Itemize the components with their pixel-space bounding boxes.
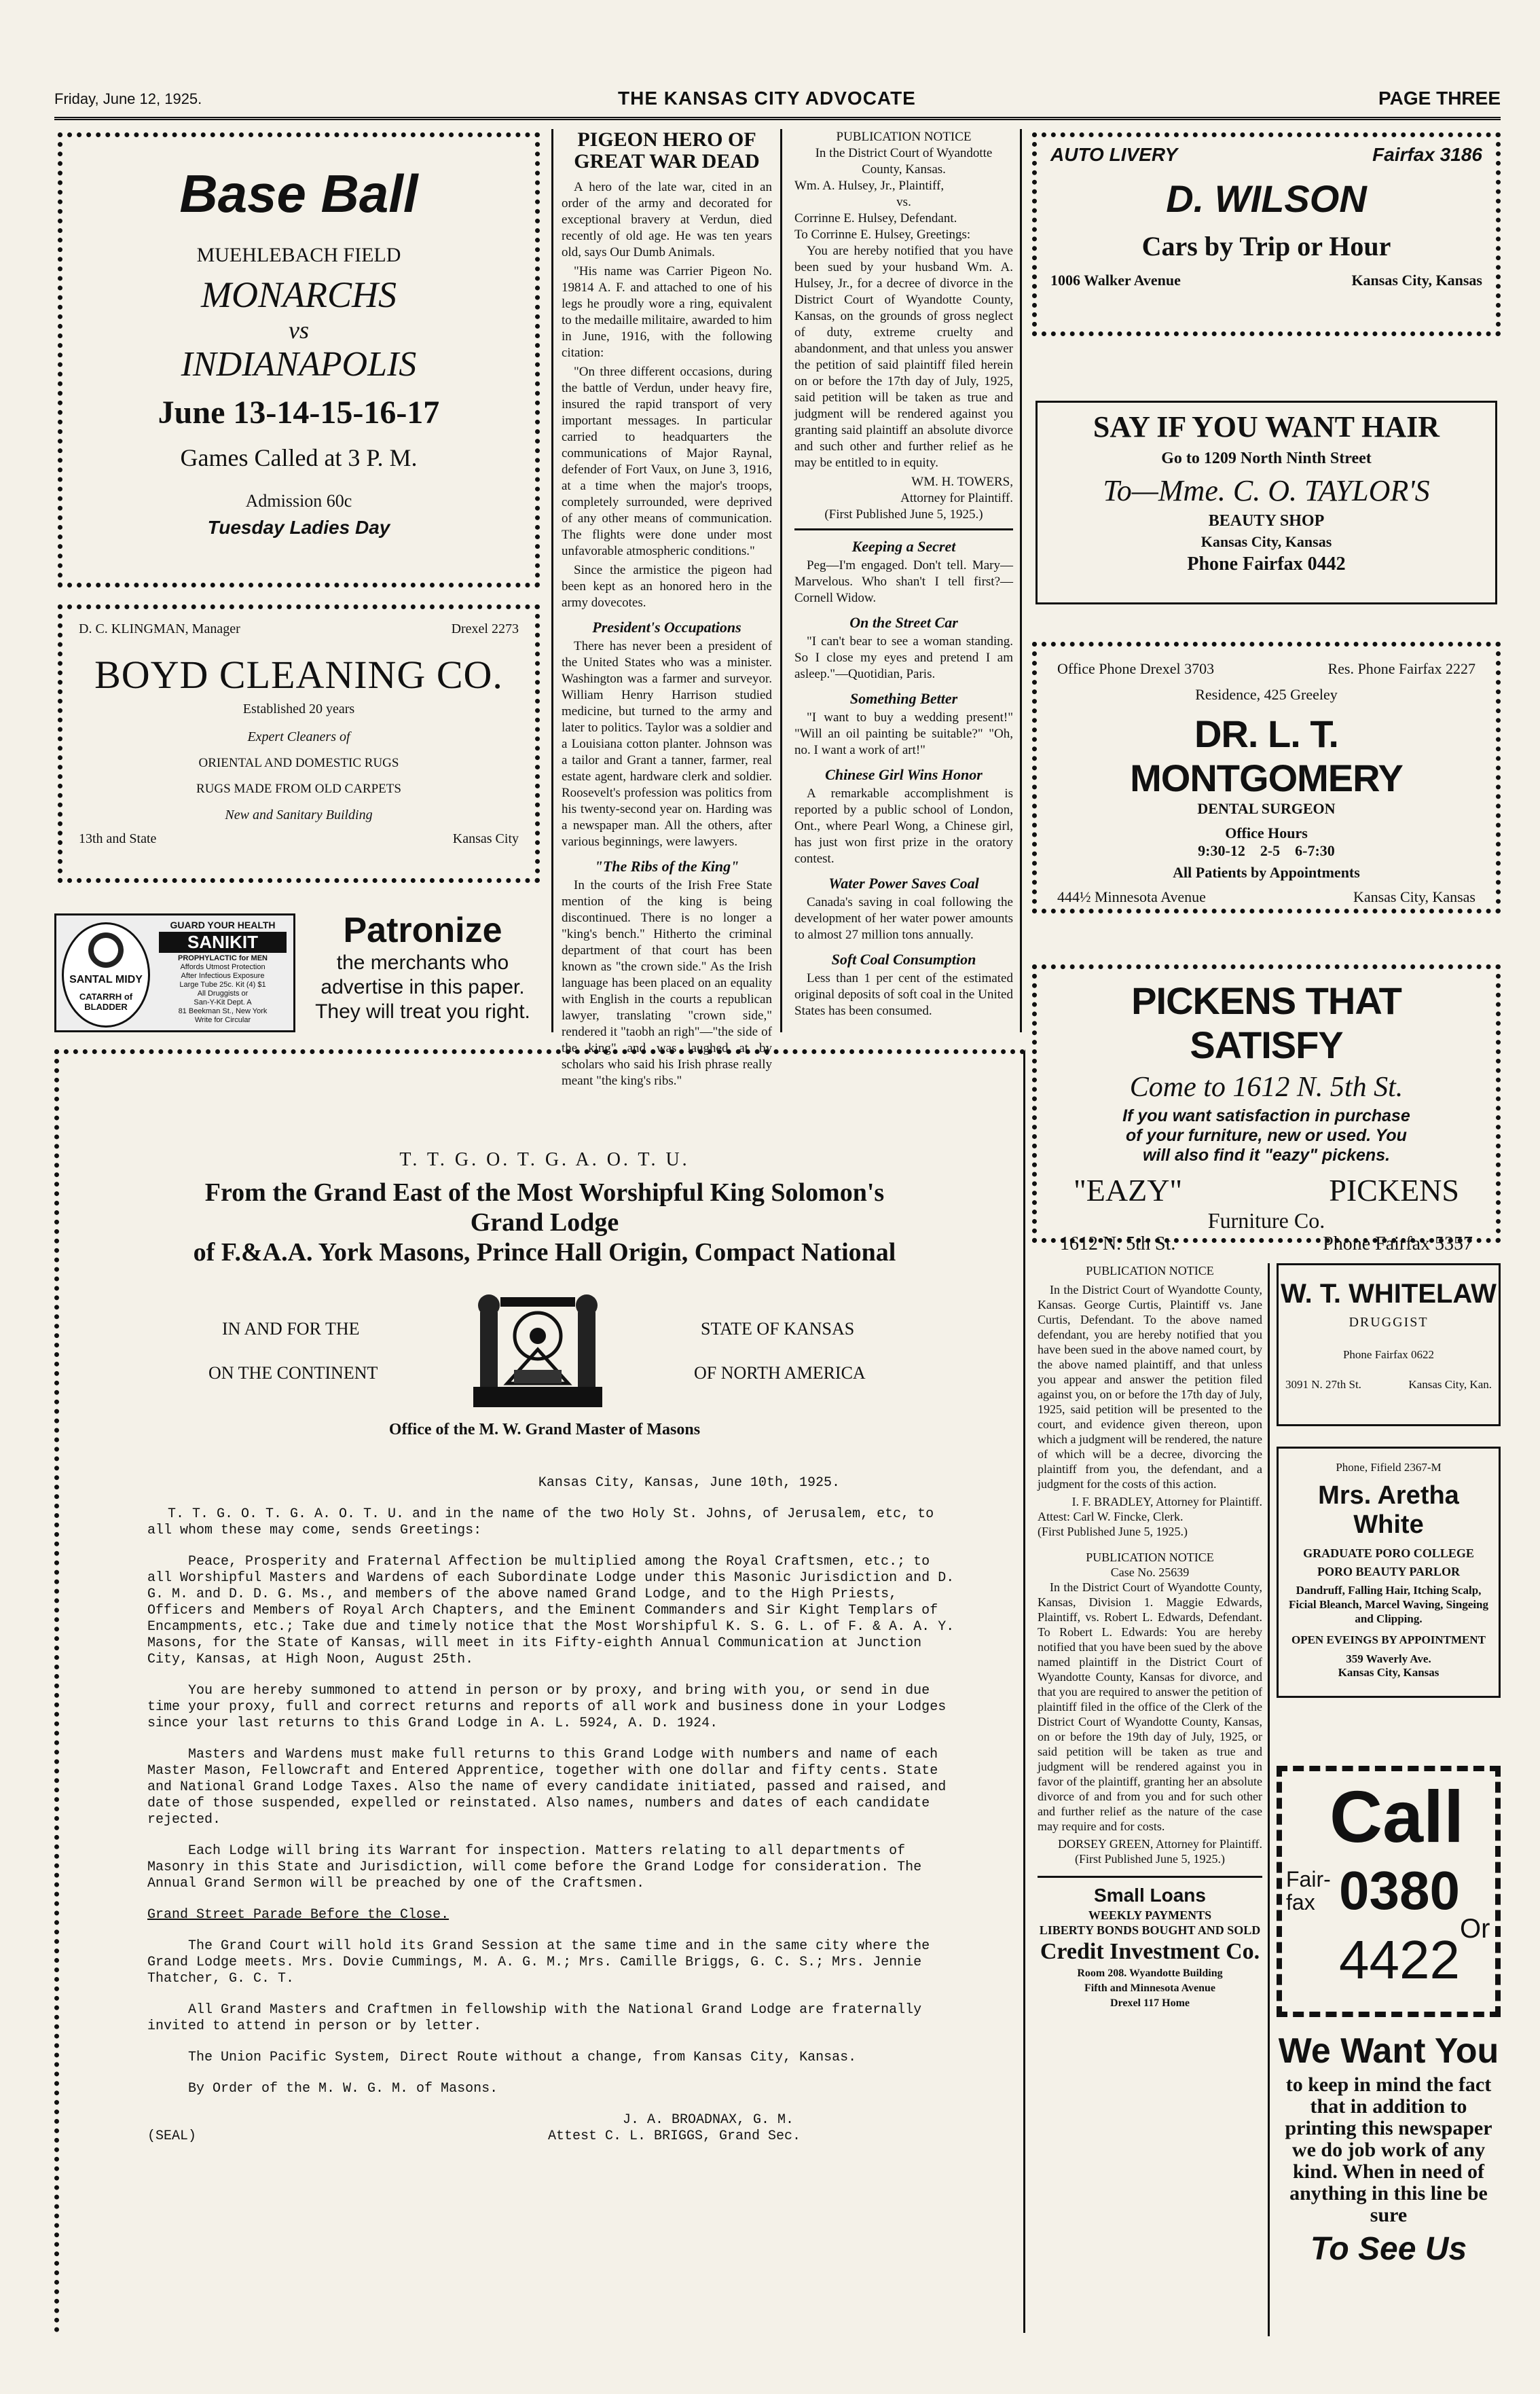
boyd-name: BOYD CLEANING CO. xyxy=(94,653,503,697)
santal-line8: Write for Circular xyxy=(194,1016,251,1024)
white-evenings: OPEN EVEINGS BY APPOINTMENT xyxy=(1291,1633,1486,1646)
lodge-left-1: IN AND FOR THE xyxy=(222,1319,360,1339)
lodge-para-10: By Order of the M. W. G. M. of Masons. xyxy=(188,2081,498,2097)
santal-seal-top: SANTAL MIDY xyxy=(69,974,143,985)
hair-city: Kansas City, Kansas xyxy=(1200,533,1332,550)
joke-title-3: Something Better xyxy=(849,690,958,707)
pickens-line1: If you want satisfaction in purchase xyxy=(1122,1106,1410,1125)
boyd-phone: Drexel 2273 xyxy=(451,621,519,636)
pub1-court: In the District Court of Wyandotte County, Kansas. xyxy=(815,146,993,177)
pub1-plaintiff: Wm. A. Hulsey, Jr., Plaintiff, xyxy=(794,179,945,193)
call-ad xyxy=(1277,1766,1501,2017)
lodge-para-7: The Grand Court will hold its Grand Session at the same time and in the same city where the Grand Lodge meets. Mrs. Dovie Cummings, M. A. G. M.; Mrs. Camille Briggs, G. C. S.; Mrs. Jennie Thatcher, G. C. T. xyxy=(147,1938,930,1987)
joke-text-5: Canada's saving in coal following the development of her water power amounts to almost 27 million tons annually. xyxy=(794,895,1013,942)
pub1-body: You are hereby notified that you have been sued by your husband Wm. A. Hulsey, Jr., for a decree of divorce in the District Court of Wyandotte County, Kansas, on the grounds of gross neglect of duty, extreme cruelty and abandonment, and that unless you answer the petition of said plaintiff filed herein on or before the 17th day of July, 1925, said petition will be taken as true and judgment will be rendered against you granting said plaintiff an absolute divorce and such other and further relief as he may be entitled to in equity. xyxy=(794,244,1013,470)
boyd-expert: Expert Cleaners of xyxy=(247,729,350,744)
pigeon-para-1: A hero of the late war, cited in an order of the army and decorated for exceptional bravery at Verdun, died recently of old age. He was ten years old, says Our Dumb Animals. xyxy=(562,180,772,259)
masthead-date: Friday, June 12, 1925. xyxy=(54,90,202,107)
pickens-furniture: Furniture Co. xyxy=(1207,1208,1325,1233)
lodge-para-6: Grand Street Parade Before the Close. xyxy=(147,1907,450,1923)
wewant-text: to keep in mind the fact that in addition to printing this newspaper we do job work of any kind. When in need of anything in this line be sure xyxy=(1285,2073,1492,2226)
pickens-line2: of your furniture, new or used. You xyxy=(1126,1126,1407,1145)
lodge-para-1: T. T. G. O. T. G. A. O. T. U. and in the name of the two Holy St. Johns, of Jerusalem, etc, to all whom these may come, sends Greetings: xyxy=(147,1506,934,1538)
pickens-come: Come to 1612 N. 5th St. xyxy=(1129,1072,1404,1103)
lodge-proclamation xyxy=(54,1049,1025,2333)
loans-title: Small Loans xyxy=(1094,1885,1206,1906)
president-title: President's Occupations xyxy=(592,619,741,636)
boyd-city: Kansas City xyxy=(452,831,519,846)
white-ad xyxy=(1277,1447,1501,1698)
joke-text-2: "I can't bear to see a woman standing. So I close my eyes and pretend I am asleep."—Quotidian, Paris. xyxy=(794,634,1013,681)
pub1-title: PUBLICATION NOTICE xyxy=(836,130,972,144)
pub1-sign2: Attorney for Plaintiff. xyxy=(900,491,1013,505)
loans-phone: Drexel 117 Home xyxy=(1110,1997,1190,2009)
pigeon-para-3: "On three different occasions, during the battle of Verdun, under heavy fire, insured the rapid transport of very important messages. In particular carried to headquarters the communications of Major Raynal, defender of Fort Vaux, on June 3, 1916, at a time when the major's troops, completely surrounded, were deprived of any other means of communication. The flights were done under most unfavorable atmospheric conditions." xyxy=(562,365,772,558)
lodge-head2: Grand Lodge xyxy=(470,1208,619,1237)
pigeon-title: PIGEON HERO OF GREAT WAR DEAD xyxy=(574,128,760,173)
lodge-para-3: You are hereby summoned to attend in person or by proxy, and bring with you, or send in due time your proxy, full and correct returns and reports of all work and business done in your Lodges since your last returns to this Grand Lodge in A. L. 5924, A. D. 1924. xyxy=(147,1683,947,1731)
notice-column xyxy=(788,129,1022,1032)
lodge-sig1: J. A. BROADNAX, G. M. xyxy=(623,2112,794,2128)
ribs-text: In the courts of the Irish Free State mention of the king is being discontinued. There is no longer a "king's bench." Hitherto the criminal department of that court has been known as "the crown side." As the Irish language has been placed on an equality with English in the courts a republican lawyer, translating "crown side," rendered it "taobh an righ"—"the side of the king" and was laughed at by scholars who said his Irish phrase really meant "the king's ribs." xyxy=(562,878,772,1088)
white-address: 359 Waverly Ave. xyxy=(1346,1652,1431,1665)
baseball-time: Games Called at 3 P. M. xyxy=(180,444,418,471)
livery-name: D. WILSON xyxy=(1166,177,1367,220)
santal-line7: 81 Beekman St., New York xyxy=(178,1007,268,1015)
baseball-field: MUEHLEBACH FIELD xyxy=(196,244,401,266)
boyd-established: Established 20 years xyxy=(242,702,355,717)
joke-text-6: Less than 1 per cent of the estimated original deposits of soft coal in the United States has been consumed. xyxy=(794,971,1013,1018)
boyd-rugs1: ORIENTAL AND DOMESTIC RUGS xyxy=(198,756,399,770)
call-num1: 0380 xyxy=(1339,1860,1460,1921)
baseball-title: Base Ball xyxy=(179,164,418,223)
santal-line6: San-Y-Kit Dept. A xyxy=(194,998,252,1006)
baseball-ad xyxy=(58,132,540,587)
news-column xyxy=(551,128,782,1088)
lodge-right-1: STATE OF KANSAS xyxy=(701,1319,855,1339)
pub1-vs: vs. xyxy=(896,195,911,209)
white-college: GRADUATE PORO COLLEGE xyxy=(1303,1546,1474,1560)
loans-weekly: WEEKLY PAYMENTS xyxy=(1088,1908,1212,1922)
lodge-seal: (SEAL) xyxy=(147,2128,197,2144)
livery-phone: Fairfax 3186 xyxy=(1372,144,1482,165)
santal-line2: Affords Utmost Protection xyxy=(180,963,265,971)
livery-city: Kansas City, Kansas xyxy=(1351,272,1482,289)
ribs-title: "The Ribs of the King" xyxy=(594,858,739,875)
president-text: There has never been a president of the United States who was a minister. Washington was a farmer and surveyor. William Henry Harrison studied medicine, but turned to the army and later to politics. Taylor was a soldier and a Louisiana cotton planter. Johnson was a tailor and Grant a tanner, farmer, real estate agent, hardware clerk and soldier. Roosevelt's profession was politics from his twenty-second year on. Harding was a newspaper man. All the others, after various beginnings, were lawyers. xyxy=(562,639,772,849)
white-parlor: PORO BEAUTY PARLOR xyxy=(1317,1565,1460,1578)
pickens-phone: Phone Fairfax 5357 xyxy=(1323,1233,1473,1254)
hair-goto: Go to 1209 North Ninth Street xyxy=(1161,450,1372,467)
call-num2: 4422 xyxy=(1339,1929,1460,1990)
loans-bonds: LIBERTY BONDS BOUGHT AND SOLD xyxy=(1039,1923,1261,1937)
masthead-paper: THE KANSAS CITY ADVOCATE xyxy=(618,88,916,109)
wewant-ad xyxy=(1277,2031,1501,2329)
montgomery-appt: All Patients by Appointments xyxy=(1173,864,1360,881)
whitelaw-ad xyxy=(1277,1263,1501,1426)
hair-ad xyxy=(1035,401,1497,604)
call-fair: Fair-fax xyxy=(1286,1867,1331,1915)
lodge-body xyxy=(147,1475,962,2146)
pub1-greeting: To Corrinne E. Hulsey, Greetings: xyxy=(794,228,971,242)
white-services: Dandruff, Falling Hair, Itching Scalp, Ficial Bleanch, Marcel Waving, Singeing and Clipping. xyxy=(1288,1584,1489,1625)
lodge-initials: T. T. G. O. T. G. A. O. T. U. xyxy=(399,1149,690,1170)
boyd-manager: D. C. KLINGMAN, Manager xyxy=(79,621,240,636)
lodge-para-8: All Grand Masters and Craftmen in fellowship with the National Grand Lodge are fraternally invited to attend in person or by letter. xyxy=(147,2002,922,2034)
joke-title-6: Soft Coal Consumption xyxy=(831,951,976,968)
hair-name: To—Mme. C. O. TAYLOR'S xyxy=(1103,474,1430,507)
baseball-admission: Admission 60c xyxy=(245,491,352,511)
santal-line3: After Infectious Exposure xyxy=(181,972,265,980)
lodge-right-2: OF NORTH AMERICA xyxy=(694,1363,866,1383)
pub3-sign: DORSEY GREEN, Attorney for Plaintiff. xyxy=(1058,1837,1262,1851)
lodge-head1: From the Grand East of the Most Worshipful King Solomon's xyxy=(204,1178,885,1207)
montgomery-res: Res. Phone Fairfax 2227 xyxy=(1327,660,1475,677)
pub3-case: Case No. 25639 xyxy=(1110,1565,1190,1579)
joke-title-1: Keeping a Secret xyxy=(851,538,956,555)
loans-street: Fifth and Minnesota Avenue xyxy=(1084,1982,1216,1994)
montgomery-address: 444½ Minnesota Avenue xyxy=(1057,888,1206,905)
patronize-ad xyxy=(302,910,543,1036)
whitelaw-address: 3091 N. 27th St. xyxy=(1285,1378,1361,1391)
baseball-team1: MONARCHS xyxy=(201,274,397,315)
lodge-date: Kansas City, Kansas, June 10th, 1925. xyxy=(538,1475,840,1491)
masonic-emblem-icon xyxy=(466,1285,609,1411)
whitelaw-phone: Phone Fairfax 0622 xyxy=(1342,1348,1435,1361)
lodge-para-5: Each Lodge will bring its Warrant for inspection. Matters relating to all departments of Masonry in this State and Jurisdiction, will come before the Grand Lodge for consideration. The Annual Grand Sermon will be preached by one of the Craftsmen. xyxy=(147,1843,922,1891)
livery-label: AUTO LIVERY xyxy=(1050,144,1178,165)
whitelaw-title: DRUGGIST xyxy=(1349,1315,1429,1330)
montgomery-residence: Residence, 425 Greeley xyxy=(1195,686,1338,703)
boyd-address: 13th and State xyxy=(79,831,157,846)
montgomery-city: Kansas City, Kansas xyxy=(1353,888,1475,905)
notices-right-column xyxy=(1032,1263,1270,2336)
joke-title-2: On the Street Car xyxy=(849,614,958,631)
montgomery-ad xyxy=(1032,642,1501,913)
livery-cars: Cars by Trip or Hour xyxy=(1141,231,1391,261)
pub1-sign: WM. H. TOWERS, xyxy=(911,475,1013,489)
pub2-attest: Attest: Carl W. Fincke, Clerk. xyxy=(1038,1510,1184,1523)
joke-title-5: Water Power Saves Coal xyxy=(828,875,979,892)
pub3-title: PUBLICATION NOTICE xyxy=(1086,1550,1214,1564)
lodge-para-9: The Union Pacific System, Direct Route without a change, from Kansas City, Kansas. xyxy=(188,2050,857,2065)
lodge-head3: of F.&A.A. York Masons, Prince Hall Origin, Compact National xyxy=(193,1238,896,1267)
masthead-page: PAGE THREE xyxy=(1378,88,1501,109)
pub1-published: (First Published June 5, 1925.) xyxy=(824,507,983,522)
pickens-brand2: PICKENS xyxy=(1329,1173,1459,1208)
joke-text-4: A remarkable accomplishment is reported by a public school of London, Ont., where Pearl Wong, a Chinese girl, has just won first prize in the oratory contest. xyxy=(794,786,1013,866)
montgomery-title: DENTAL SURGEON xyxy=(1197,800,1336,817)
baseball-dates: June 13-14-15-16-17 xyxy=(158,395,440,431)
boyd-rugs2: RUGS MADE FROM OLD CARPETS xyxy=(196,782,401,796)
joke-title-4: Chinese Girl Wins Honor xyxy=(825,766,983,783)
call-title: Call xyxy=(1330,1775,1465,1857)
hair-shop: BEAUTY SHOP xyxy=(1208,512,1325,530)
santal-line4: Large Tube 25c. Kit (4) $1 xyxy=(179,981,266,989)
pickens-ad xyxy=(1032,964,1501,1254)
hair-title: SAY IF YOU WANT HAIR xyxy=(1093,410,1440,443)
santal-seal-bottom: CATARRH of BLADDER xyxy=(79,992,133,1012)
pickens-address: 1612 N. 5th St. xyxy=(1060,1233,1176,1254)
loans-room: Room 208. Wyandotte Building xyxy=(1077,1967,1223,1979)
patronize-text: the merchants who advertise in this paper. They will treat you right. xyxy=(315,951,530,1023)
lodge-left-2: ON THE CONTINENT xyxy=(208,1363,378,1383)
pickens-title: PICKENS THAT SATISFY xyxy=(1131,979,1401,1066)
santal-line5: All Druggists or xyxy=(197,990,249,998)
montgomery-name: DR. L. T. MONTGOMERY xyxy=(1130,712,1403,799)
wewant-title: We Want You xyxy=(1278,2031,1499,2071)
pickens-brand1: "EAZY" xyxy=(1074,1173,1183,1208)
baseball-team2: INDIANAPOLIS xyxy=(181,345,417,384)
santal-line1: PROPHYLACTIC for MEN xyxy=(178,954,268,962)
pub2-text: In the District Court of Wyandotte County, Kansas. George Curtis, Plaintiff vs. Jane Curtis, Defendant. To the above named defendant, you are hereby notified that you have been sued in the above named court, by the above named plaintiff, and that unless you appear and answer the petition filed against you, on or before the 17th day of July, 1925, said petition will be presented to the court, and evidence given thereon, upon which a judgment will be rendered, the nature of which will be a decree, divorcing the plaintiff from you, the defendant, and a judgment for the costs of this action. xyxy=(1038,1283,1262,1491)
montgomery-hours: Office Hours xyxy=(1225,824,1308,841)
pigeon-para-4: Since the armistice the pigeon had been kept as an honored hero in the army dovecotes. xyxy=(562,563,772,610)
santal-guard: GUARD YOUR HEALTH xyxy=(170,920,276,930)
lodge-para-2: Peace, Prosperity and Fraternal Affection be multiplied among the Royal Craftsmen, etc.; to all Worshipful Masters and Wardens of each Subordinate Lodge under this Masonic Jurisdiction and D. G. M. and D. D. G. Ms., and members of the above named Grand Lodge, and to the High Priests, Officers and Members of Royal Arch Chapters, and the Eminent Commanders and Sir Kight Templars of Encampments, etc.; Take due and timely notice that the Most Worshipful K. S. G. L. of F. & A. A. Y. Masons, for the State of Kansas, will meet in its Fifty-eighth Annual Communication at Junction City, Kansas, at High Noon, August 25th. xyxy=(147,1554,955,1667)
livery-ad xyxy=(1032,132,1501,336)
montgomery-times: 9:30-12 2-5 6-7:30 xyxy=(1198,842,1335,859)
pub1-defendant: Corrinne E. Hulsey, Defendant. xyxy=(794,211,957,225)
call-or: Or xyxy=(1460,1914,1490,1944)
white-phone: Phone, Fifield 2367-M xyxy=(1336,1461,1442,1474)
santal-seal-icon xyxy=(64,930,148,971)
white-name: Mrs. Aretha White xyxy=(1318,1481,1459,1539)
montgomery-office: Office Phone Drexel 3703 xyxy=(1057,660,1215,677)
pub2-published: (First Published June 5, 1925.) xyxy=(1038,1525,1188,1538)
pub2-title: PUBLICATION NOTICE xyxy=(1086,1264,1214,1277)
baseball-vs: vs xyxy=(289,316,309,344)
patronize-title: Patronize xyxy=(343,911,502,950)
masthead-rule xyxy=(54,117,1501,120)
pigeon-para-2: "His name was Carrier Pigeon No. 19814 A. F. and attached to one of his legs he proudly wore a ring, equivalent to the medaille militaire, awarded to him in June, 1916, with the following citation: xyxy=(562,264,772,360)
santal-brand: SANIKIT xyxy=(159,932,287,953)
hair-phone: Phone Fairfax 0442 xyxy=(1187,554,1346,575)
joke-text-1: Peg—I'm engaged. Don't tell. Mary—Marvelous. Who shan't I tell first?—Cornell Widow. xyxy=(794,558,1013,605)
masthead xyxy=(54,85,1501,119)
boyd-building: New and Sanitary Building xyxy=(225,808,373,822)
wewant-tosee: To See Us xyxy=(1310,2231,1467,2267)
lodge-sig2: Attest C. L. BRIGGS, Grand Sec. xyxy=(548,2128,801,2144)
lodge-office: Office of the M. W. Grand Master of Masons xyxy=(388,1421,701,1438)
pickens-line3: will also find it "eazy" pickens. xyxy=(1142,1146,1391,1165)
pub2-sign: I. F. BRADLEY, Attorney for Plaintiff. xyxy=(1071,1495,1262,1508)
whitelaw-city: Kansas City, Kan. xyxy=(1408,1378,1492,1391)
whitelaw-name: W. T. WHITELAW xyxy=(1281,1279,1497,1309)
lodge-para-4: Masters and Wardens must make full returns to this Grand Lodge with numbers and name of each Master Mason, Fellowcraft and Entered Apprentice, together with one dollar and fifty cents. State and National Grand Lodge Taxes. Also the name of every candidate initiated, passed and raised, and date of those suspended, expelled or reinstated. Also names, numbers and dates of each candidate rejected. xyxy=(147,1747,947,1828)
pub3-published: (First Published June 5, 1925.) xyxy=(1074,1852,1225,1866)
loans-name: Credit Investment Co. xyxy=(1040,1939,1260,1964)
baseball-special: Tuesday Ladies Day xyxy=(207,517,390,538)
white-city: Kansas City, Kansas xyxy=(1338,1666,1440,1679)
santal-seal xyxy=(62,922,150,1028)
boyd-ad xyxy=(58,604,540,883)
livery-address: 1006 Walker Avenue xyxy=(1050,272,1181,289)
pub3-text: In the District Court of Wyandotte County, Kansas, Division 1. Maggie Edwards, Plaintiff, vs. Robert L. Edwards, Defendant. To Robert L. Edwards: You are hereby notified that you have been sued by the above named plaintiff in the District Court of Wyandotte County, Kansas for divorce, and that you are required to answer the petition of plaintiff filed in the office of the Clerk of the District Court of Wyandotte County, Kansas, on or before the 19th day of July, 1925, or said petition will be taken as true and judgment will be rendered against you in favor of the plaintiff, granting her an absolute divorce of and from you and for such other and further relief as the nature of the case may require and for costs. xyxy=(1038,1580,1262,1833)
joke-text-3: "I want to buy a wedding present!" "Will an oil painting be suitable?" "Oh, no. I want a work of art!" xyxy=(794,710,1013,757)
santal-ad xyxy=(54,913,295,1032)
